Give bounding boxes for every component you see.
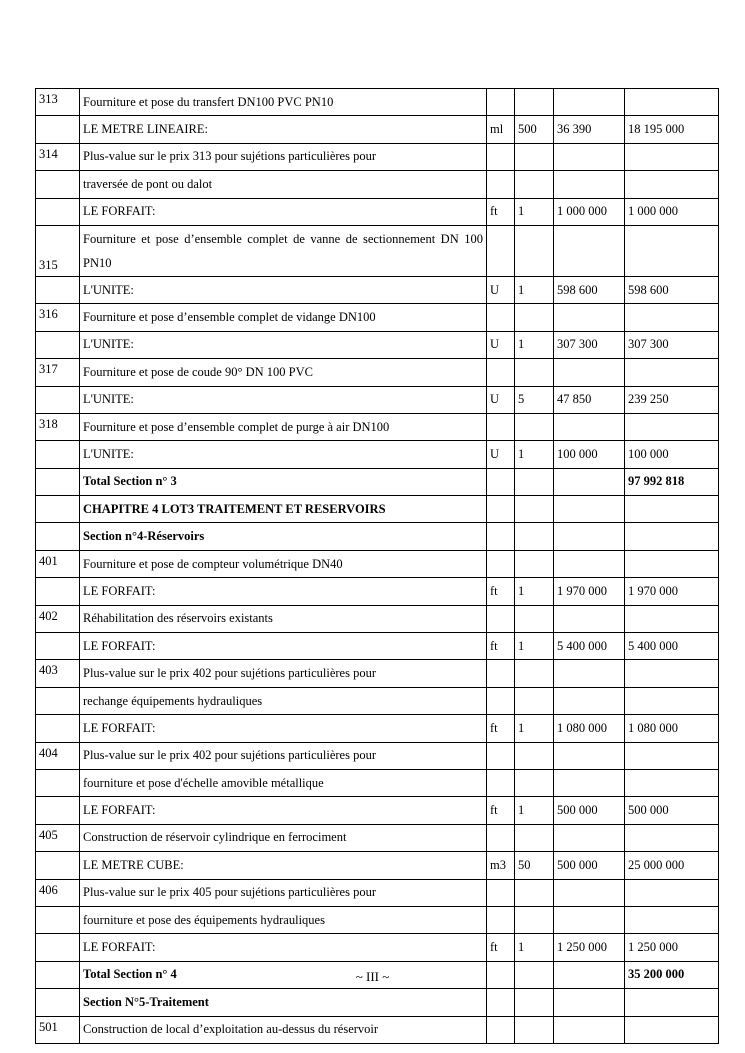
- description-cell: L'UNITE:: [80, 441, 487, 468]
- quantity-cell: [515, 413, 554, 440]
- description-cell: LE METRE LINEAIRE:: [80, 116, 487, 143]
- item-number-cell: [36, 386, 80, 413]
- description-cell: Fourniture et pose d’ensemble complet de vidange DN100: [80, 304, 487, 331]
- description-cell: Plus-value sur le prix 405 pour sujétions particulières pour: [80, 879, 487, 906]
- description-cell: L'UNITE:: [80, 386, 487, 413]
- quantity-cell: 5: [515, 386, 554, 413]
- unit-price-cell: [554, 989, 625, 1016]
- item-number-cell: 318: [36, 413, 80, 440]
- quantity-cell: [515, 550, 554, 577]
- total-amount-cell: [625, 523, 719, 550]
- total-amount-cell: [625, 660, 719, 687]
- item-number-cell: [36, 331, 80, 358]
- description-cell: Total Section n° 3: [80, 468, 487, 495]
- unit-price-cell: [554, 906, 625, 933]
- item-number-cell: 402: [36, 605, 80, 632]
- description-cell: Construction de local d’exploitation au-dessus du réservoir: [80, 1016, 487, 1043]
- unit-price-cell: 598 600: [554, 276, 625, 303]
- item-number-cell: [36, 934, 80, 961]
- total-amount-cell: [625, 687, 719, 714]
- page-footer: ~ III ~: [355, 969, 390, 984]
- description-cell: Fourniture et pose de compteur volumétrique DN40: [80, 550, 487, 577]
- unit-price-cell: 500 000: [554, 852, 625, 879]
- quantity-cell: [515, 989, 554, 1016]
- total-amount-cell: [625, 225, 719, 276]
- unit-cell: U: [487, 386, 515, 413]
- total-amount-cell: [625, 742, 719, 769]
- table-row: [36, 359, 719, 386]
- item-number-cell: [36, 906, 80, 933]
- description-cell: Plus-value sur le prix 402 pour sujétions particulières pour: [80, 660, 487, 687]
- description-cell: LE METRE CUBE:: [80, 852, 487, 879]
- description-cell: CHAPITRE 4 LOT3 TRAITEMENT ET RESERVOIRS: [80, 496, 487, 523]
- table-row: [36, 550, 719, 577]
- total-amount-cell: [625, 879, 719, 906]
- quantity-cell: [515, 496, 554, 523]
- total-amount-cell: [625, 550, 719, 577]
- unit-price-cell: [554, 879, 625, 906]
- table-row: [36, 496, 719, 523]
- unit-cell: ft: [487, 715, 515, 742]
- quantity-cell: 1: [515, 276, 554, 303]
- unit-price-cell: [554, 605, 625, 632]
- total-amount-cell: 1 250 000: [625, 934, 719, 961]
- unit-price-cell: [554, 769, 625, 796]
- total-amount-cell: 1 000 000: [625, 198, 719, 225]
- quantity-cell: [515, 824, 554, 851]
- total-amount-cell: [625, 605, 719, 632]
- table-row: [36, 331, 719, 358]
- quantity-cell: [515, 660, 554, 687]
- total-amount-cell: 598 600: [625, 276, 719, 303]
- bill-of-quantities-table: [35, 88, 719, 1044]
- item-number-cell: [36, 797, 80, 824]
- description-cell: Réhabilitation des réservoirs existants: [80, 605, 487, 632]
- total-amount-cell: [625, 89, 719, 116]
- item-number-cell: [36, 198, 80, 225]
- description-cell: L'UNITE:: [80, 276, 487, 303]
- item-number-cell: [36, 769, 80, 796]
- unit-cell: [487, 413, 515, 440]
- table-row: [36, 304, 719, 331]
- item-number-cell: 316: [36, 304, 80, 331]
- quantity-cell: 50: [515, 852, 554, 879]
- table-row: [36, 906, 719, 933]
- table-row: [36, 633, 719, 660]
- total-amount-cell: 239 250: [625, 386, 719, 413]
- table-row: [36, 934, 719, 961]
- item-number-cell: 401: [36, 550, 80, 577]
- description-cell: Total Section n° 4: [80, 961, 487, 988]
- description-cell: Construction de réservoir cylindrique en ferrociment: [80, 824, 487, 851]
- total-amount-cell: 1 080 000: [625, 715, 719, 742]
- unit-price-cell: [554, 359, 625, 386]
- quantity-cell: [515, 906, 554, 933]
- quantity-cell: [515, 89, 554, 116]
- unit-cell: ft: [487, 934, 515, 961]
- unit-cell: [487, 906, 515, 933]
- description-cell: fourniture et pose d'échelle amovible métallique: [80, 769, 487, 796]
- table-row: [36, 143, 719, 170]
- description-cell: LE FORFAIT:: [80, 797, 487, 824]
- unit-price-cell: [554, 468, 625, 495]
- item-number-cell: [36, 633, 80, 660]
- quantity-cell: [515, 1016, 554, 1043]
- item-number-cell: [36, 276, 80, 303]
- item-number-cell: 405: [36, 824, 80, 851]
- unit-cell: [487, 989, 515, 1016]
- description-cell: fourniture et pose des équipements hydrauliques: [80, 906, 487, 933]
- quantity-cell: 1: [515, 715, 554, 742]
- unit-cell: [487, 468, 515, 495]
- description-cell: Plus-value sur le prix 402 pour sujétions particulières pour: [80, 742, 487, 769]
- item-number-cell: 404: [36, 742, 80, 769]
- total-amount-cell: [625, 769, 719, 796]
- unit-cell: U: [487, 276, 515, 303]
- quantity-cell: [515, 605, 554, 632]
- quantity-cell: 1: [515, 441, 554, 468]
- unit-price-cell: [554, 824, 625, 851]
- item-number-cell: 501: [36, 1016, 80, 1043]
- unit-price-cell: [554, 89, 625, 116]
- unit-cell: [487, 769, 515, 796]
- quantity-cell: 1: [515, 797, 554, 824]
- item-number-cell: [36, 171, 80, 198]
- item-number-cell: [36, 989, 80, 1016]
- description-cell: LE FORFAIT:: [80, 578, 487, 605]
- unit-cell: [487, 824, 515, 851]
- table-row: [36, 89, 719, 116]
- item-number-cell: [36, 523, 80, 550]
- table-row: [36, 386, 719, 413]
- table-row: [36, 225, 719, 276]
- unit-cell: [487, 171, 515, 198]
- item-number-cell: [36, 496, 80, 523]
- item-number-cell: [36, 468, 80, 495]
- quantity-cell: 1: [515, 934, 554, 961]
- item-number-cell: [36, 687, 80, 714]
- unit-price-cell: 100 000: [554, 441, 625, 468]
- unit-cell: [487, 304, 515, 331]
- item-number-cell: 315: [36, 225, 80, 276]
- total-amount-cell: [625, 413, 719, 440]
- unit-price-cell: [554, 496, 625, 523]
- total-amount-cell: [625, 359, 719, 386]
- unit-price-cell: [554, 550, 625, 577]
- quantity-cell: [515, 879, 554, 906]
- total-amount-cell: 5 400 000: [625, 633, 719, 660]
- table-row: [36, 605, 719, 632]
- unit-cell: U: [487, 331, 515, 358]
- table-body: [36, 89, 719, 1044]
- unit-cell: [487, 742, 515, 769]
- table-row: [36, 687, 719, 714]
- unit-cell: [487, 879, 515, 906]
- unit-cell: [487, 550, 515, 577]
- item-number-cell: 313: [36, 89, 80, 116]
- quantity-cell: 1: [515, 198, 554, 225]
- unit-price-cell: 5 400 000: [554, 633, 625, 660]
- total-amount-cell: [625, 304, 719, 331]
- description-cell: Section n°4-Réservoirs: [80, 523, 487, 550]
- total-amount-cell: [625, 906, 719, 933]
- unit-cell: [487, 143, 515, 170]
- quantity-cell: 1: [515, 578, 554, 605]
- description-cell: LE FORFAIT:: [80, 934, 487, 961]
- total-amount-cell: [625, 824, 719, 851]
- table-row: [36, 523, 719, 550]
- description-cell: Section N°5-Traitement: [80, 989, 487, 1016]
- unit-cell: [487, 496, 515, 523]
- table-row: [36, 468, 719, 495]
- unit-price-cell: 1 250 000: [554, 934, 625, 961]
- total-amount-cell: 35 200 000: [625, 961, 719, 988]
- total-amount-cell: [625, 496, 719, 523]
- total-amount-cell: 100 000: [625, 441, 719, 468]
- table-row: [36, 116, 719, 143]
- unit-price-cell: [554, 143, 625, 170]
- quantity-cell: [515, 742, 554, 769]
- description-cell: Fourniture et pose d’ensemble complet de purge à air DN100: [80, 413, 487, 440]
- quantity-cell: [515, 687, 554, 714]
- unit-price-cell: 500 000: [554, 797, 625, 824]
- item-number-cell: 403: [36, 660, 80, 687]
- table-row: [36, 824, 719, 851]
- item-number-cell: 406: [36, 879, 80, 906]
- quantity-cell: [515, 769, 554, 796]
- unit-cell: U: [487, 441, 515, 468]
- total-amount-cell: [625, 989, 719, 1016]
- unit-cell: ft: [487, 633, 515, 660]
- unit-cell: [487, 1016, 515, 1043]
- unit-cell: ft: [487, 578, 515, 605]
- total-amount-cell: [625, 171, 719, 198]
- quantity-cell: [515, 523, 554, 550]
- table-row: [36, 171, 719, 198]
- total-amount-cell: [625, 1016, 719, 1043]
- table-row: [36, 1016, 719, 1043]
- unit-price-cell: 307 300: [554, 331, 625, 358]
- unit-cell: m3: [487, 852, 515, 879]
- unit-price-cell: [554, 413, 625, 440]
- unit-price-cell: [554, 687, 625, 714]
- table-row: [36, 852, 719, 879]
- description-cell: Fourniture et pose du transfert DN100 PVC PN10: [80, 89, 487, 116]
- table-row: [36, 989, 719, 1016]
- description-cell: Plus-value sur le prix 313 pour sujétions particulières pour: [80, 143, 487, 170]
- table-row: [36, 797, 719, 824]
- description-cell: traversée de pont ou dalot: [80, 171, 487, 198]
- unit-price-cell: [554, 1016, 625, 1043]
- unit-price-cell: [554, 171, 625, 198]
- unit-price-cell: 36 390: [554, 116, 625, 143]
- description-cell: Fourniture et pose d’ensemble complet de vanne de sectionnement DN 100 PN10: [80, 225, 487, 276]
- quantity-cell: [515, 304, 554, 331]
- table-row: [36, 715, 719, 742]
- total-amount-cell: 307 300: [625, 331, 719, 358]
- item-number-cell: [36, 715, 80, 742]
- total-amount-cell: 18 195 000: [625, 116, 719, 143]
- table-row: [36, 660, 719, 687]
- item-number-cell: 314: [36, 143, 80, 170]
- unit-price-cell: 1 000 000: [554, 198, 625, 225]
- quantity-cell: 1: [515, 331, 554, 358]
- description-cell: LE FORFAIT:: [80, 198, 487, 225]
- unit-cell: [487, 89, 515, 116]
- table-row: [36, 742, 719, 769]
- unit-cell: [487, 523, 515, 550]
- unit-price-cell: 1 080 000: [554, 715, 625, 742]
- quantity-cell: [515, 171, 554, 198]
- description-cell: LE FORFAIT:: [80, 715, 487, 742]
- quantity-cell: [515, 359, 554, 386]
- total-amount-cell: 97 992 818: [625, 468, 719, 495]
- item-number-cell: [36, 441, 80, 468]
- table-row: [36, 198, 719, 225]
- quantity-cell: 500: [515, 116, 554, 143]
- table-row: [36, 879, 719, 906]
- table-row: [36, 769, 719, 796]
- description-cell: LE FORFAIT:: [80, 633, 487, 660]
- item-number-cell: [36, 578, 80, 605]
- quantity-cell: [515, 143, 554, 170]
- unit-price-cell: 47 850: [554, 386, 625, 413]
- quantity-cell: [515, 225, 554, 276]
- total-amount-cell: [625, 143, 719, 170]
- unit-price-cell: [554, 660, 625, 687]
- unit-price-cell: 1 970 000: [554, 578, 625, 605]
- unit-cell: ml: [487, 116, 515, 143]
- unit-cell: [487, 605, 515, 632]
- unit-price-cell: [554, 225, 625, 276]
- item-number-cell: [36, 116, 80, 143]
- description-cell: rechange équipements hydrauliques: [80, 687, 487, 714]
- table-row: [36, 413, 719, 440]
- unit-cell: [487, 359, 515, 386]
- table-row: [36, 276, 719, 303]
- description-cell: Fourniture et pose de coude 90° DN 100 PVC: [80, 359, 487, 386]
- item-number-cell: 317: [36, 359, 80, 386]
- unit-cell: ft: [487, 198, 515, 225]
- description-cell: L'UNITE:: [80, 331, 487, 358]
- total-amount-cell: 25 000 000: [625, 852, 719, 879]
- table-row: [36, 578, 719, 605]
- total-amount-cell: 500 000: [625, 797, 719, 824]
- unit-cell: [487, 687, 515, 714]
- total-amount-cell: 1 970 000: [625, 578, 719, 605]
- unit-price-cell: [554, 304, 625, 331]
- quantity-cell: 1: [515, 633, 554, 660]
- item-number-cell: [36, 852, 80, 879]
- quantity-cell: [515, 468, 554, 495]
- unit-cell: [487, 225, 515, 276]
- unit-cell: [487, 660, 515, 687]
- unit-price-cell: [554, 742, 625, 769]
- unit-cell: ft: [487, 797, 515, 824]
- table-row: [36, 441, 719, 468]
- unit-price-cell: [554, 523, 625, 550]
